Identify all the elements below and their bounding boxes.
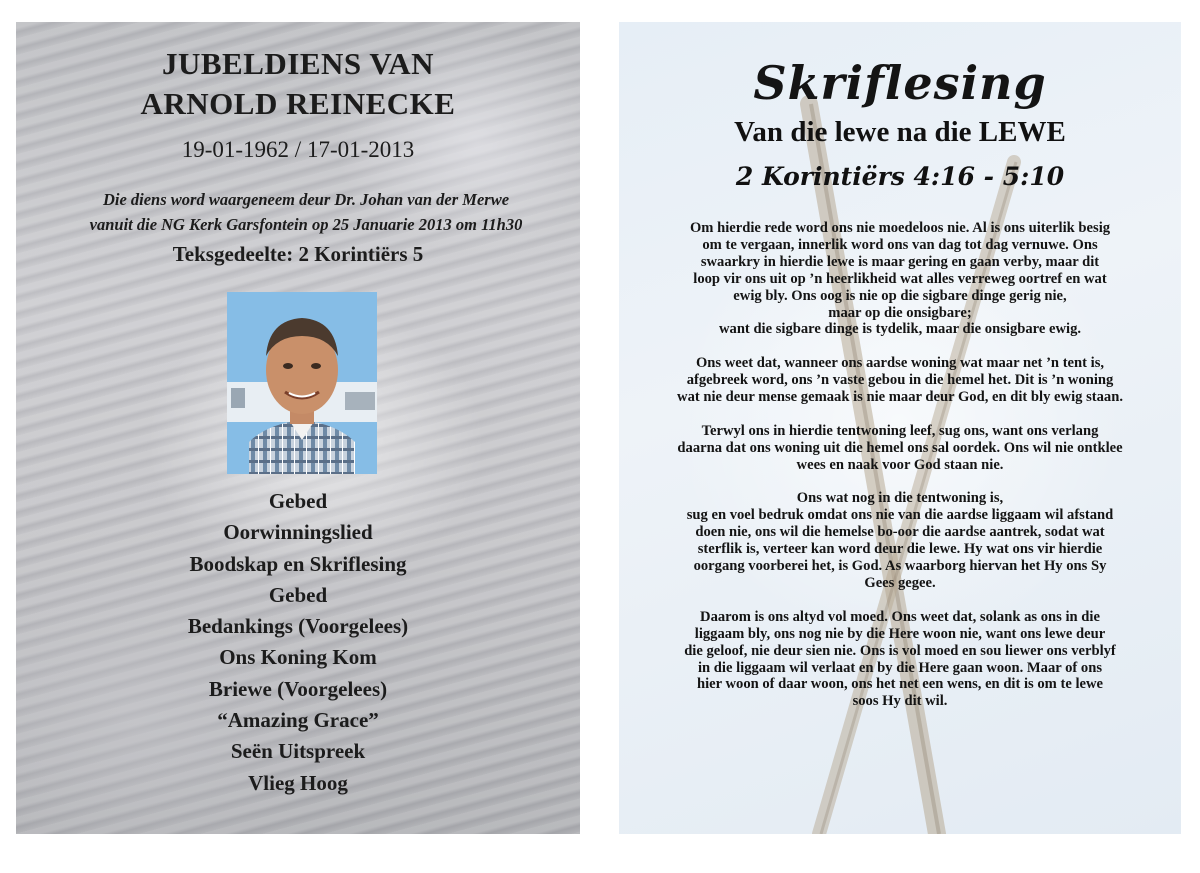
program-item: Vlieg Hoog	[248, 770, 348, 795]
scripture-paragraph: Terwyl ons in hierdie tentwoning leef, sug ons, want ons verlang daarna dat ons woning uit die hemel ons sal oordek. Ons wil nie ontklee wees en naak voor God staan nie.	[677, 422, 1123, 473]
scripture-page	[619, 22, 1181, 834]
program-item: Gebed	[268, 582, 328, 607]
scripture-text	[627, 220, 1173, 727]
program-item: Ons Koning Kom	[219, 645, 377, 670]
program-item: Boodskap en Skriflesing	[189, 551, 407, 576]
portrait-photo	[227, 292, 377, 474]
service-info-line-2: vanuit die NG Kerk Garsfontein op 25 Januarie 2013 om 11h30	[89, 215, 523, 234]
scripture-paragraph: Om hierdie rede word ons nie moedeloos nie. Al is ons uiterlik besig om te vergaan, innerlik word ons van dag tot dag vernuwe. Ons swaarkry in hierdie lewe is maar gering en gaan verby, maar dit loop vir ons uit op ’n heerlikheid wat alles verreweg oortref en wat ewig bly. Ons oog is nie op die sigbare dinge gerig nie, maar op die onsigbare; want die sigbare dinge is tydelik, maar die onsigbare ewig.	[689, 220, 1111, 338]
scripture-subtitle: Van die lewe na die LEWE	[734, 116, 1066, 148]
program-item: Briewe (Voorgelees)	[208, 676, 388, 701]
title-line-2: ARNOLD REINECKE	[140, 86, 456, 121]
service-info-line-1: Die diens word waargeneem deur Dr. Johan van der Merwe	[102, 190, 510, 209]
scripture-reference: 2 Korintiërs 4:16 - 5:10	[735, 162, 1065, 191]
program-page	[16, 22, 580, 834]
program-item: “Amazing Grace”	[217, 708, 379, 733]
scripture-title: Skriflesing	[753, 56, 1047, 110]
program-item: Seën Uitspreek	[230, 739, 366, 764]
scripture-passage: Teksgedeelte: 2 Korintiërs 5	[172, 242, 424, 266]
service-program	[16, 486, 580, 799]
scripture-paragraph: Daarom is ons altyd vol moed. Ons weet dat, solank as ons in die liggaam bly, ons nog nie by die Here woon nie, want ons lewe deur die geloof, nie deur sien nie. Ons is vol moed en sou liewer ons verblyf in die liggaam wil verlaat en by die Here gaan woon. Maar of ons hier woon of daar woon, ons het net een wens, en dit is om te lewe soos Hy dit wil.	[684, 608, 1116, 710]
program-item: Oorwinningslied	[223, 520, 373, 545]
life-dates: 19-01-1962 / 17-01-2013	[181, 137, 415, 162]
scripture-paragraph: Ons weet dat, wanneer ons aardse woning wat maar net ’n tent is, afgebreek word, ons ’n vaste gebou in die hemel het. Dit is ’n woning wat nie deur mense gemaak is nie maar deur God, en dit bly ewig staan.	[677, 355, 1123, 406]
program-item: Gebed	[268, 489, 328, 513]
portrait-illustration	[227, 292, 377, 474]
title-line-1: JUBELDIENS VAN	[161, 46, 435, 81]
program-item: Bedankings (Voorgelees)	[187, 614, 409, 639]
scripture-paragraph: Ons wat nog in die tentwoning is, sug en voel bedruk omdat ons nie van die aardse liggaam wil afstand doen nie, ons wil die hemelse bo-oor die aardse aantrek, sodat wat sterflik is, verteer kan word deur die lewe. Hy wat ons vir hierdie oorgang voorberei het, is God. As waarborg hiervan het Hy ons Sy Gees gegee.	[686, 490, 1114, 591]
